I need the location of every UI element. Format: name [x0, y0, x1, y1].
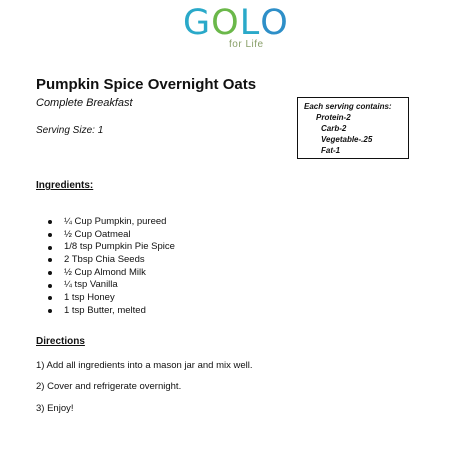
bullet-icon	[48, 258, 52, 262]
recipe-title: Pumpkin Spice Overnight Oats	[36, 76, 257, 93]
bullet-icon	[48, 309, 52, 313]
nutrition-box	[297, 97, 409, 159]
ingredient-text: ½ Cup Almond Milk	[64, 266, 146, 278]
bullet-icon	[48, 284, 52, 288]
ingredient-text: 1 tsp Butter, melted	[64, 304, 146, 316]
serving-size: Serving Size: 1	[36, 125, 104, 136]
bullet-icon	[48, 220, 52, 224]
directions-heading: Directions	[36, 336, 85, 347]
logo-letter-o2: O	[260, 3, 289, 43]
recipe-subtitle: Complete Breakfast	[36, 97, 133, 109]
bullet-icon	[48, 296, 52, 300]
ingredient-text: 1/8 tsp Pumpkin Pie Spice	[64, 241, 175, 253]
ingredient-item	[48, 241, 175, 254]
ingredient-text: ½ Cup Oatmeal	[64, 228, 131, 240]
ingredient-text: ¼ Cup Pumpkin, pureed	[64, 216, 167, 227]
ingredient-text: 1 tsp Honey	[64, 292, 115, 304]
ingredients-heading: Ingredients:	[36, 180, 94, 191]
nutrition-heading: Each serving contains:	[304, 102, 392, 111]
nutrition-item: Carb-2	[321, 124, 347, 133]
ingredient-item	[48, 229, 175, 242]
direction-step: 1) Add all ingredients into a mason jar and mix well.	[36, 360, 253, 371]
ingredient-text: 2 Tbsp Chia Seeds	[64, 254, 145, 266]
bullet-icon	[48, 233, 52, 237]
golo-logo	[183, 3, 293, 50]
ingredients-list	[48, 216, 175, 318]
nutrition-item: Protein-2	[316, 113, 351, 122]
nutrition-item: Fat-1	[321, 146, 341, 155]
nutrition-list	[304, 112, 408, 156]
bullet-icon	[48, 246, 52, 250]
nutrition-item: Vegetable-.25	[321, 135, 373, 144]
bullet-icon	[48, 271, 52, 275]
ingredient-item	[48, 254, 175, 267]
ingredient-item	[48, 305, 175, 318]
logo-letter-l: L	[239, 3, 261, 43]
ingredient-item	[48, 267, 175, 280]
logo-tagline: for Life	[229, 39, 264, 50]
ingredient-item	[48, 279, 175, 292]
ingredient-item	[48, 292, 175, 305]
logo-letter-g: G	[183, 3, 212, 43]
direction-step: 3) Enjoy!	[36, 403, 74, 414]
logo-letter-o: O	[211, 3, 240, 43]
ingredient-item	[48, 216, 175, 229]
ingredient-text: ¼ tsp Vanilla	[64, 279, 118, 291]
direction-step: 2) Cover and refrigerate overnight.	[36, 381, 182, 392]
logo-wordmark	[183, 3, 289, 43]
